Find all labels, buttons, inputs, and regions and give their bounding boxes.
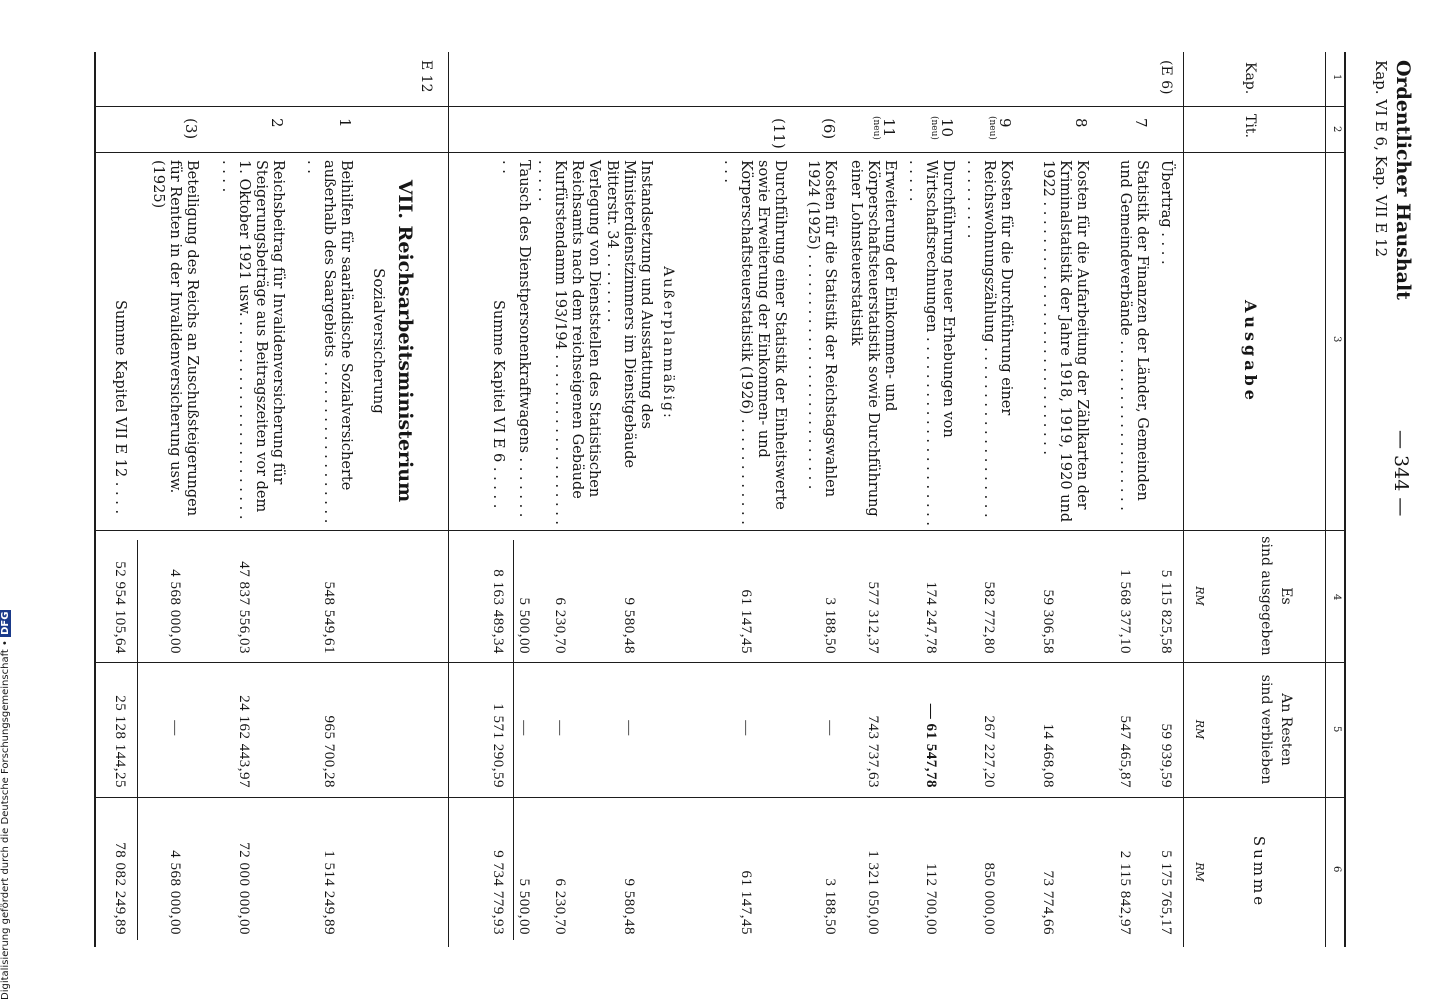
row-value-summe: 9 580,48 xyxy=(621,878,637,935)
col-number-4: 4 xyxy=(1331,594,1342,601)
row-value-reste: — xyxy=(621,720,637,736)
row-value-ausgegeben: 174 247,78 xyxy=(923,581,939,654)
page-number: — 344 — xyxy=(1390,430,1412,517)
row-value-reste: 965 700,28 xyxy=(321,715,337,788)
row-value-reste: — xyxy=(167,720,183,736)
footer xyxy=(0,600,11,1000)
row-label: Kosten für die Aufarbeitung der Zählkarten der Kriminalstatistik der Jahre 1918, 1919, 1920 und 1922 . . . . . . . . . . . . . . . . . . . . . . . . . . . . xyxy=(1040,160,1090,523)
summe-vii-ausgegeben: 52 954 105,64 xyxy=(112,561,128,654)
summe-vi-label: Summe Kapitel VI E 6 . . . . . xyxy=(490,300,506,509)
summe-vi-ausgegeben: 8 163 489,34 xyxy=(490,569,506,654)
row-tit: 7 xyxy=(1132,118,1150,128)
row-value-ausgegeben: 5 115 825,58 xyxy=(1158,569,1174,654)
summe-vii-reste: 25 128 144,25 xyxy=(112,695,128,788)
row-label: Statistik der Finanzen der Länder, Gemeinden und Gemeindeverbände . . . . . . . . . . . . . . . . . . . xyxy=(1117,160,1150,511)
row-label: Beihilfen für saarländische Sozialversicherte außerhalb des Saargebiets . . . . . . . . . . . . . . . . . . . . xyxy=(304,160,354,524)
row-label: Durchführung einer Statistik der Einheitswerte sowie Erweiterung der Einkommen- und Körperschaftsteuerstatistik (1926) . . . . . . . . . . . . . . . xyxy=(721,160,788,525)
row-value-reste: — xyxy=(552,720,568,736)
row-value-summe: 61 147,45 xyxy=(738,870,754,935)
section-subtitle: Sozialversicherung xyxy=(370,268,388,414)
row-value-ausgegeben: 5 500,00 xyxy=(516,597,532,654)
summe-vi-rule xyxy=(513,540,514,940)
col-divider-1 xyxy=(96,106,1346,107)
row-value-summe: 1 514 249,89 xyxy=(321,850,337,935)
summe-vii-summe: 78 082 249,89 xyxy=(112,842,128,935)
row-value-reste: — 61 547,78 xyxy=(923,703,939,788)
row-label: Instandsetzung und Ausstattung des Ministerdienstzimmers im Dienstgebäude Bitterstr. 34 . . . . . . . . xyxy=(604,160,654,469)
row-tit: 11 xyxy=(880,118,898,138)
col-number-3: 3 xyxy=(1331,336,1342,343)
row-tit-note: (neu) xyxy=(929,116,939,140)
col-header-ausgabe: Ausgabe xyxy=(1241,300,1260,404)
col-header-4-line1: Es xyxy=(1278,587,1294,605)
row-tit: 2 xyxy=(268,118,286,128)
col-header-tit: Tit. xyxy=(1242,114,1258,138)
header-bottom-rule xyxy=(1183,52,1184,947)
row-value-ausgegeben: 582 772,80 xyxy=(981,581,997,654)
row-tit-note: (neu) xyxy=(987,116,997,140)
row-value-ausgegeben: 59 306,58 xyxy=(1040,589,1056,654)
row-value-ausgegeben: 577 312,37 xyxy=(865,581,881,654)
row-tit: 9 xyxy=(996,118,1014,128)
row-value-summe: 2 115 842,97 xyxy=(1117,850,1133,935)
row-value-summe: 73 774,66 xyxy=(1040,870,1056,935)
row-value-ausgegeben: 61 147,45 xyxy=(738,589,754,654)
row-value-ausgegeben: 548 549,61 xyxy=(321,581,337,654)
col-header-summe: Summe xyxy=(1250,835,1268,909)
col-divider-2 xyxy=(96,152,1346,153)
summe-vi-reste: 1 571 290,59 xyxy=(490,703,506,788)
col-divider-3 xyxy=(96,530,1346,531)
col-header-5-line1: An Resten xyxy=(1278,693,1294,766)
row-value-summe: 1 321 050,00 xyxy=(865,850,881,935)
row-value-summe: 850 000,00 xyxy=(981,862,997,935)
row-tit: (6) xyxy=(820,118,838,140)
col-divider-4 xyxy=(96,662,1346,663)
row-label: Verlegung von Dienststellen des Statistischen Reichsamts nach dem reichseigenen Gebäude Kurfürstendamm 193/194 . . . . . . . . . . . . . . . . . . . . . . . . xyxy=(535,160,602,526)
document-subtitle: Kap. VI E 6, Kap. VII E 12 xyxy=(1372,60,1390,258)
document-title: Ordentlicher Haushalt xyxy=(1392,60,1414,300)
col-divider-5 xyxy=(96,797,1346,798)
row-value-summe: 6 230,70 xyxy=(552,878,568,935)
row-tit: 8 xyxy=(1072,118,1090,128)
section-title: VII. Reichsarbeitsministerium xyxy=(394,179,416,503)
row-label: Tausch des Dienstpersonenkraftwagens . . . . . . . . . xyxy=(499,160,532,518)
row-label: Erweiterung der Einkommen- und Körperschaftsteuerstatistik sowie Durchführung einer Lohnsteuerstatistik xyxy=(848,160,898,517)
row-tit-note: (neu) xyxy=(871,116,881,140)
col-number-5: 5 xyxy=(1331,726,1342,733)
col-header-5-line2: sind verblieben xyxy=(1258,674,1274,785)
row-value-ausgegeben: 47 837 556,03 xyxy=(236,561,252,654)
unit-label-4: RM xyxy=(1193,586,1206,606)
col-number-rule xyxy=(1325,52,1326,947)
row-label: Kosten für die Durchführung einer Reichswohnungszählung . . . . . . . . . . . . . . . . . . . . . . . . . . . . xyxy=(964,160,1014,518)
dfg-logo: DFG xyxy=(0,611,11,635)
row-tit: 1 xyxy=(336,118,354,128)
ausserplan-heading: Außerplanmäßig: xyxy=(660,266,676,420)
summe-vi-summe: 9 734 779,93 xyxy=(490,850,506,935)
row-value-ausgegeben: 1 568 377,10 xyxy=(1117,569,1133,654)
row-value-ausgegeben: 6 230,70 xyxy=(552,597,568,654)
row-value-summe: 112 700,00 xyxy=(923,863,939,935)
row-value-reste: — xyxy=(516,720,532,736)
row-value-reste: 59 939,59 xyxy=(1158,723,1174,788)
row-value-summe: 5 500,00 xyxy=(516,878,532,935)
row-value-summe: 3 188,50 xyxy=(822,878,838,935)
kap-e6-label: (E 6) xyxy=(1158,60,1174,95)
kap-e12-label: E 12 xyxy=(418,60,434,93)
col-header-kap: Kap. xyxy=(1242,62,1258,95)
row-value-reste: 24 162 443,97 xyxy=(236,695,252,788)
row-value-summe: 4 568 000,00 xyxy=(167,850,183,935)
bottom-rule xyxy=(94,52,96,947)
row-value-ausgegeben: 3 188,50 xyxy=(822,597,838,654)
section-vii-rule xyxy=(448,52,449,947)
row-value-reste: 267 227,20 xyxy=(981,715,997,788)
row-value-reste: 743 737,63 xyxy=(865,715,881,788)
row-tit: (11) xyxy=(770,118,788,149)
footer-text: Digitalisierung gefördert durch die Deutsche Forschungsgemeinschaft • xyxy=(0,640,11,1000)
row-value-ausgegeben: 4 568 000,00 xyxy=(167,569,183,654)
row-value-summe: 5 175 765,17 xyxy=(1158,850,1174,935)
row-label: Durchführung neuer Erhebungen von Wirtschaftsrechnungen . . . . . . . . . . . . . . . . . . . . . . . . . . xyxy=(906,160,956,526)
row-value-reste: 547 465,87 xyxy=(1117,715,1133,788)
col-number-1: 1 xyxy=(1331,74,1342,81)
row-label: Beteiligung des Reichs an Zuschußsteigerungen für Renten in der Invalidenversicherung usw. (1925) xyxy=(150,160,200,517)
col-number-2: 2 xyxy=(1331,126,1342,133)
col-header-4-line2: sind ausgegeben xyxy=(1258,536,1274,656)
unit-label-5: RM xyxy=(1193,719,1206,740)
row-value-reste: 14 468,08 xyxy=(1040,723,1056,788)
row-value-reste: — xyxy=(738,720,754,736)
summe-vii-label: Summe Kapitel VII E 12 . . . . xyxy=(112,300,128,515)
col-number-6: 6 xyxy=(1331,866,1342,873)
row-tit: 10 xyxy=(938,118,956,138)
summe-vii-rule xyxy=(137,540,138,940)
row-tit: (3) xyxy=(182,118,200,140)
row-value-reste: — xyxy=(822,720,838,736)
top-rule xyxy=(1344,52,1346,947)
row-label: Übertrag . . . . xyxy=(1158,160,1174,265)
row-value-ausgegeben: 9 580,48 xyxy=(621,597,637,654)
row-label: Kosten für die Statistik der Reichstagswahlen 1924 (1925) . . . . . . . . . . . . . . . . . . . . . . . . . . xyxy=(805,160,838,498)
row-value-summe: 72 000 000,00 xyxy=(236,842,252,935)
row-label: Reichsbeitrag für Invalidenversicherung für Steigerungsbeträge aus Beitragszeiten vor dem 1. Oktober 1921 usw. . . . . . . . . . . . . . . . . . . . . . . . . . . xyxy=(219,160,286,520)
unit-label-6: RM xyxy=(1193,862,1206,882)
